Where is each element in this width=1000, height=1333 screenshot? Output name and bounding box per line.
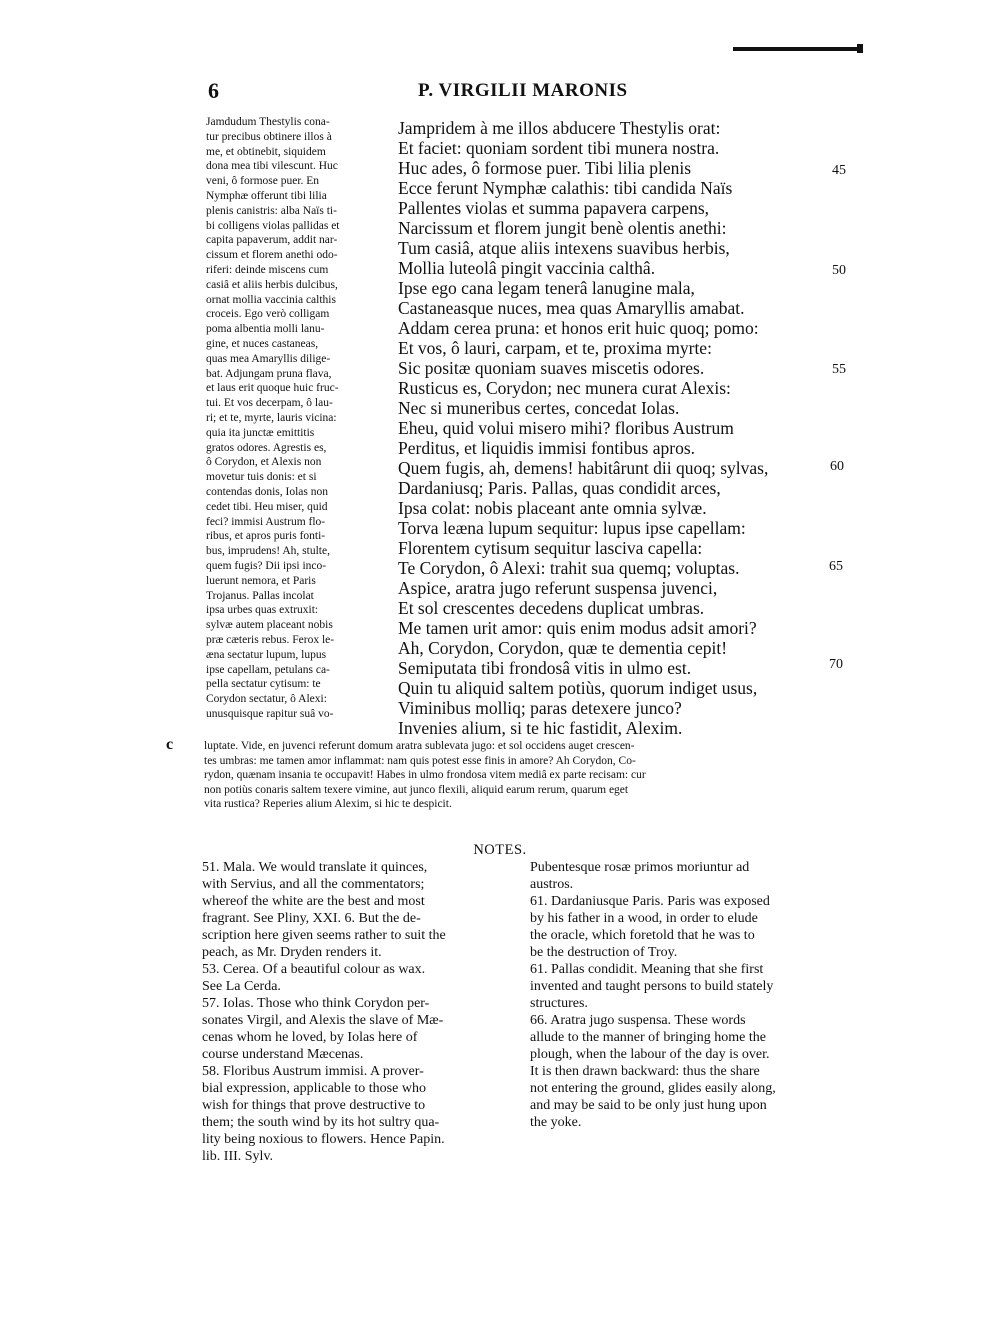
interpretation-line: quia ita junctæ emittitis bbox=[206, 426, 315, 439]
note-line: austros. bbox=[530, 877, 574, 892]
interpretation-line: vita rustica? Reperies alium Alexim, si hic te despicit. bbox=[204, 798, 452, 810]
verse-line: Perditus, et liquidis immisi fontibus apros. bbox=[398, 438, 696, 458]
note-line: 61. Pallas condidit. Meaning that she first bbox=[530, 962, 764, 977]
note-line: course understand Mæcenas. bbox=[202, 1047, 364, 1062]
verse-line: Quem fugis, ah, demens! habitârunt dii quoq; sylvas, bbox=[398, 458, 769, 478]
top-rule bbox=[733, 47, 863, 51]
verse-line: Ah, Corydon, Corydon, quæ te dementia cepit! bbox=[398, 638, 728, 658]
verse-line: Ipse ego cana legam tenerâ lanugine mala, bbox=[398, 278, 695, 298]
verse-line: Dardaniusq; Paris. Pallas, quas condidit arces, bbox=[398, 478, 721, 498]
verse-line: Te Corydon, ô Alexi: trahit sua quemq; voluptas. bbox=[398, 558, 740, 578]
note-line: with Servius, and all the commentators; bbox=[202, 877, 425, 892]
interpretation-line: tui. Et vos decerpam, ô lau- bbox=[206, 397, 333, 410]
note-line: invented and taught persons to build stately bbox=[530, 979, 774, 994]
interpretation-line: ipsa urbes quas extruxit: bbox=[206, 604, 319, 617]
verse-line: Ecce ferunt Nymphæ calathis: tibi candida Naïs bbox=[398, 178, 733, 198]
note-line: not entering the ground, glides easily along, bbox=[530, 1081, 776, 1096]
interpretation-line: non potiùs conaris saltem texere vimine, aut junco flexili, aliquid earum rerum, quarum eget bbox=[204, 783, 629, 796]
note-line: peach, as Mr. Dryden renders it. bbox=[202, 945, 382, 960]
interpretation-line: Nymphæ offerunt tibi lilia bbox=[206, 190, 327, 202]
verse-line: Huc ades, ô formose puer. Tibi lilia plenis bbox=[398, 158, 692, 178]
margin-mark: c bbox=[166, 736, 174, 753]
note-line: allude to the manner of bringing home the bbox=[530, 1030, 766, 1045]
interpretation-line: pella sectatur cytisum: te bbox=[206, 678, 321, 691]
note-line: It is then drawn backward: thus the share bbox=[530, 1064, 760, 1079]
note-line: lity being noxious to flowers. Hence Papin. bbox=[202, 1132, 445, 1147]
verse-number-55: 55 bbox=[832, 362, 846, 377]
page-number: 6 bbox=[208, 78, 219, 103]
note-line: them; the south wind by its hot sultry qua- bbox=[202, 1115, 440, 1130]
interpretation-line: casiâ et aliis herbis dulcibus, bbox=[206, 278, 338, 291]
interpretation-line: veni, ô formose puer. En bbox=[206, 175, 320, 188]
verse-line: Et sol crescentes decedens duplicat umbras. bbox=[398, 598, 705, 618]
verse-number-45: 45 bbox=[832, 163, 846, 178]
verse-line: Sic positæ quoniam suaves miscetis odores. bbox=[398, 358, 705, 378]
verse-line: Jampridem à me illos abducere Thestylis orat: bbox=[398, 118, 721, 138]
verse-number-60: 60 bbox=[830, 459, 844, 474]
verse-line: Ipsa colat: nobis placeant ante omnia sylvæ. bbox=[398, 498, 707, 518]
interpretation-line: Jamdudum Thestylis cona- bbox=[206, 116, 330, 128]
verse-line: Torva leæna lupum sequitur: lupus ipse capellam: bbox=[398, 518, 746, 538]
note-line: structures. bbox=[530, 996, 588, 1011]
interpretation-line: dona mea tibi vilescunt. Huc bbox=[206, 160, 338, 173]
note-line: 51. Mala. We would translate it quinces, bbox=[202, 860, 428, 875]
interpretation-line: præ cæteris rebus. Ferox le- bbox=[206, 634, 335, 646]
verse-line: Invenies alium, si te hic fastidit, Alexim. bbox=[398, 718, 683, 738]
interpretation-line: et laus erit quoque huic fruc- bbox=[206, 382, 339, 395]
interpretation-line: unusquisque rapitur suâ vo- bbox=[206, 708, 334, 720]
interpretation-line: ô Corydon, et Alexis non bbox=[206, 456, 322, 469]
interpretation-line: bus, imprudens! Ah, stulte, bbox=[206, 545, 330, 558]
note-line: plough, when the labour of the day is over. bbox=[530, 1047, 770, 1062]
verse-number-50: 50 bbox=[832, 263, 846, 278]
note-line: wish for things that prove destructive to bbox=[202, 1098, 426, 1113]
note-line: whereof the white are the best and most bbox=[202, 894, 425, 909]
verse-line: Semiputata tibi frondosâ vitis in ulmo est. bbox=[398, 658, 692, 678]
interpretation-line: gine, et nuces castaneas, bbox=[206, 338, 319, 350]
interpretation-line: quas mea Amaryllis dilige- bbox=[206, 352, 331, 365]
interpretation-line: rydon, quænam insania te occupavit! Habes in ulmo frondosa vitem mediâ ex parte recisam: cur bbox=[204, 769, 646, 781]
note-line: be the destruction of Troy. bbox=[530, 945, 678, 960]
interpretation-line: cissum et florem anethi odo- bbox=[206, 249, 338, 262]
verse-line: Rusticus es, Corydon; nec munera curat Alexis: bbox=[398, 378, 731, 398]
verse-line: Aspice, aratra jugo referunt suspensa juvenci, bbox=[398, 578, 718, 598]
interpretation-line: me, et obtinebit, siquidem bbox=[206, 145, 326, 158]
verse-line: Et faciet: quoniam sordent tibi munera nostra. bbox=[398, 138, 720, 158]
verse-line: Et vos, ô lauri, carpam, et te, proxima myrte: bbox=[398, 338, 712, 358]
interpretation-line: luptate. Vide, en juvenci referunt domum aratra sublevata jugo: et sol occidens auget crescen- bbox=[204, 740, 635, 752]
note-line: 61. Dardaniusque Paris. Paris was exposed bbox=[530, 894, 770, 909]
interpretation-line: plenis canistris: alba Naïs ti- bbox=[206, 204, 337, 217]
interpretation-line: ornat mollia vaccinia calthis bbox=[206, 293, 336, 306]
interpretation-line: Trojanus. Pallas incolat bbox=[206, 589, 314, 602]
interpretation-line: luerunt nemora, et Paris bbox=[206, 574, 316, 587]
interpretation-line: tur precibus obtinere illos à bbox=[206, 130, 332, 143]
interpretation-line: ipse capellam, petulans ca- bbox=[206, 663, 330, 676]
verse-line: Viminibus molliq; paras detexere junco? bbox=[398, 698, 682, 718]
note-line: bial expression, applicable to those who bbox=[202, 1081, 426, 1096]
verse-line: Quin tu aliquid saltem potiùs, quorum indiget usus, bbox=[398, 678, 758, 698]
note-line: cenas whom he loved, by Iolas here of bbox=[202, 1030, 418, 1045]
note-line: the oracle, which foretold that he was to bbox=[530, 928, 755, 943]
verse-line: Mollia luteolâ pingit vaccinia calthâ. bbox=[398, 258, 656, 278]
interpretation-line: tes umbras: me tamen amor inflammat: nam quis potest esse finis in amore? Ah Corydon, Co- bbox=[204, 754, 636, 767]
interpretation-line: Corydon sectatur, ô Alexi: bbox=[206, 693, 327, 706]
verse-line: Pallentes violas et summa papavera carpens, bbox=[398, 198, 710, 218]
verse-line: Tum casiâ, atque aliis intexens suavibus herbis, bbox=[398, 238, 730, 258]
interpretation-line: riferi: deinde miscens cum bbox=[206, 264, 329, 276]
verse-line: Nec si muneribus certes, concedat Iolas. bbox=[398, 398, 680, 418]
interpretation-line: ri; et te, myrte, lauris vicina: bbox=[206, 412, 337, 424]
interpretation-line: bat. Adjungam pruna flava, bbox=[206, 367, 332, 380]
interpretation-line: contendas donis, Iolas non bbox=[206, 486, 329, 498]
verse-number-70: 70 bbox=[829, 657, 843, 672]
notes-title: NOTES. bbox=[473, 842, 527, 858]
interpretation-line: movetur tuis donis: et si bbox=[206, 471, 317, 484]
note-line: sonates Virgil, and Alexis the slave of Mæ- bbox=[202, 1013, 444, 1028]
interpretation-line: ribus, et apros puris fonti- bbox=[206, 530, 326, 543]
interpretation-line: croceis. Ego verò colligam bbox=[206, 308, 330, 321]
verse-line: Addam cerea pruna: et honos erit huic quoq; pomo: bbox=[398, 318, 759, 338]
verse-line: Castaneasque nuces, mea quas Amaryllis amabat. bbox=[398, 298, 745, 318]
note-line: and may be said to be only just hung upon bbox=[530, 1098, 767, 1113]
interpretation-line: poma albentia molli lanu- bbox=[206, 323, 325, 336]
verse-line: Me tamen urit amor: quis enim modus adsit amori? bbox=[398, 618, 757, 638]
verse-number-65: 65 bbox=[829, 559, 843, 574]
note-line: 53. Cerea. Of a beautiful colour as wax. bbox=[202, 962, 426, 977]
note-line: lib. III. Sylv. bbox=[202, 1149, 274, 1164]
interpretation-line: quem fugis? Dii ipsi inco- bbox=[206, 560, 327, 572]
interpretation-line: feci? immisi Austrum flo- bbox=[206, 515, 326, 528]
note-line: 66. Aratra jugo suspensa. These words bbox=[530, 1013, 746, 1028]
interpretation-line: æna sectatur lupum, lupus bbox=[206, 648, 327, 661]
interpretation-line: gratos odores. Agrestis es, bbox=[206, 441, 327, 454]
verse-line: Eheu, quid volui misero mihi? floribus Austrum bbox=[398, 418, 734, 438]
note-line: 58. Floribus Austrum immisi. A prover- bbox=[202, 1064, 424, 1079]
verse-line: Florentem cytisum sequitur lasciva capella: bbox=[398, 538, 703, 558]
note-line: scription here given seems rather to suit the bbox=[202, 928, 446, 943]
note-line: by his father in a wood, in order to elude bbox=[530, 911, 758, 926]
note-line: See La Cerda. bbox=[202, 979, 281, 994]
note-line: the yoke. bbox=[530, 1115, 582, 1130]
note-line: 57. Iolas. Those who think Corydon per- bbox=[202, 996, 430, 1011]
note-line: Pubentesque rosæ primos moriuntur ad bbox=[530, 860, 750, 875]
interpretation-line: bi colligens violas pallidas et bbox=[206, 219, 340, 232]
interpretation-line: cedet tibi. Heu miser, quid bbox=[206, 500, 328, 513]
interpretation-line: capita papaverum, addit nar- bbox=[206, 234, 338, 247]
note-line: fragrant. See Pliny, XXI. 6. But the de- bbox=[202, 911, 421, 926]
interpretation-line: sylvæ autem placeant nobis bbox=[206, 619, 333, 632]
running-title: P. VIRGILII MARONIS bbox=[418, 80, 628, 101]
verse-line: Narcissum et florem jungit benè olentis anethi: bbox=[398, 218, 727, 238]
